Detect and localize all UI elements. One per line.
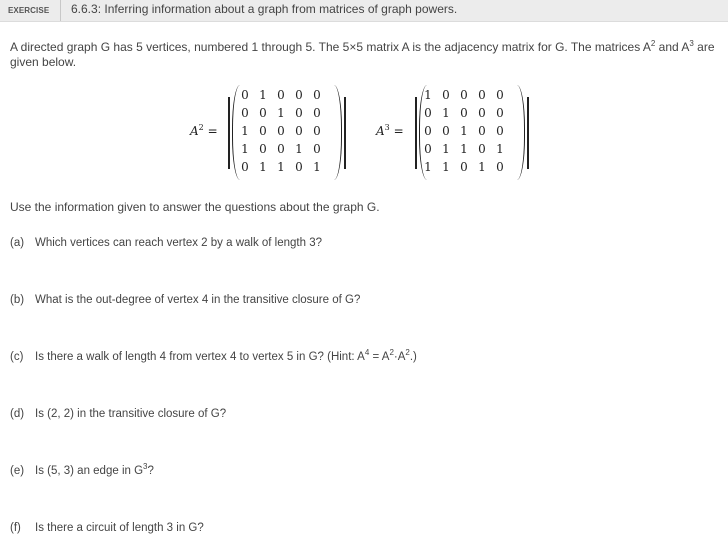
matrix-cell: 1: [295, 142, 303, 156]
question-text-mid: = A: [369, 351, 390, 363]
question-b: [10, 294, 360, 306]
intro-sup-2: 3: [689, 39, 694, 48]
question-text: Is (5, 3) an edge in G: [35, 465, 144, 477]
matrix-a2-base: A: [190, 124, 199, 138]
matrix-cell: 1: [259, 160, 267, 174]
matrix-cell: 1: [496, 142, 504, 156]
matrix-cell: 1: [442, 106, 450, 120]
matrix-cell: 0: [460, 106, 468, 120]
question-label: (f): [10, 522, 21, 534]
matrix-cell: 1: [241, 142, 249, 156]
matrix-cell: 0: [424, 142, 432, 156]
question-text-end: ?: [147, 465, 154, 477]
question-f: [10, 522, 204, 534]
matrix-cell: 0: [295, 124, 303, 138]
exercise-title: 6.6.3: Inferring information about a graph from matrices of graph powers.: [71, 2, 458, 16]
question-label: (d): [10, 408, 25, 420]
matrix-cell: 0: [460, 160, 468, 174]
matrix-cell: 0: [442, 124, 450, 138]
matrix-a2-grid: [236, 86, 326, 176]
matrix-cell: 0: [241, 88, 249, 102]
question-text: Which vertices can reach vertex 2 by a walk of length 3?: [35, 237, 323, 249]
matrix-cell: 0: [259, 142, 267, 156]
question-d: [10, 408, 226, 420]
matrix-cell: 1: [460, 124, 468, 138]
matrix-cell: 1: [277, 160, 285, 174]
matrix-cell: 0: [460, 88, 468, 102]
question-label: (e): [10, 465, 25, 477]
intro-sup-1: 2: [650, 39, 656, 48]
matrix-cell: 0: [313, 142, 321, 156]
matrix-cell: 0: [496, 88, 504, 102]
matrix-cell: 0: [277, 124, 285, 138]
question-sup: 3: [143, 462, 148, 471]
intro-part-1: A directed graph G has 5 vertices, numbered 1 through 5. The 5×5 matrix A is the adjacency matrix for G. The matrices A: [10, 40, 651, 54]
matrix-cell: 0: [424, 106, 432, 120]
matrix-cell: 0: [478, 124, 486, 138]
matrix-cell: 0: [424, 124, 432, 138]
question-label: (b): [10, 294, 25, 306]
question-e: [10, 462, 154, 477]
question-sup: 4: [364, 348, 370, 357]
matrix-cell: 1: [259, 88, 267, 102]
question-sup: 2: [389, 348, 394, 357]
question-text: Is (2, 2) in the transitive closure of G?: [35, 408, 227, 420]
question-a: [10, 237, 322, 249]
matrix-cell: 0: [478, 142, 486, 156]
matrix-cell: 0: [313, 124, 321, 138]
matrix-cell: 1: [424, 88, 432, 102]
question-label: (c): [10, 351, 24, 363]
matrix-cell: 0: [313, 106, 321, 120]
matrix-cell: 1: [442, 160, 450, 174]
question-text: What is the out-degree of vertex 4 in the transitive closure of G?: [35, 294, 361, 306]
matrix-cell: 0: [241, 106, 249, 120]
question-text: Is there a circuit of length 3 in G?: [35, 522, 204, 534]
matrix-cell: 1: [478, 160, 486, 174]
matrix-a3-base: A: [376, 124, 385, 138]
question-text-mid: ·A: [393, 351, 406, 363]
matrix-cell: 0: [259, 106, 267, 120]
matrix-cell: 0: [478, 88, 486, 102]
matrix-a3-right-paren: [517, 85, 525, 180]
matrix-cell: 1: [241, 124, 249, 138]
matrix-cell: 0: [295, 88, 303, 102]
matrix-cell: 0: [241, 160, 249, 174]
matrix-cell: 0: [442, 88, 450, 102]
matrix-cell: 0: [478, 106, 486, 120]
exercise-badge: EXERCISE: [0, 0, 61, 21]
matrix-cell: 1: [460, 142, 468, 156]
matrix-a3-grid: [419, 86, 509, 176]
matrix-cell: 0: [277, 88, 285, 102]
matrix-cell: 0: [496, 124, 504, 138]
question-label: (a): [10, 237, 25, 249]
question-text: Is there a walk of length 4 from vertex 4 to vertex 5 in G? (Hint: A: [35, 351, 365, 363]
matrix-cell: 0: [496, 106, 504, 120]
intro-part-3: are given below.: [10, 40, 715, 69]
matrix-a3-label: [376, 124, 404, 138]
matrix-a3-exp: 3: [384, 123, 390, 132]
matrix-a3-right-bar: [527, 97, 529, 169]
matrix-a2-label: [190, 124, 218, 138]
matrix-cell: 0: [496, 160, 504, 174]
matrix-a2-eq: =: [207, 124, 218, 138]
question-c: [10, 348, 417, 363]
matrix-cell: 1: [313, 160, 321, 174]
intro-text: [10, 40, 715, 70]
matrix-cell: 0: [277, 142, 285, 156]
exercise-header: [0, 0, 728, 22]
matrix-cell: 0: [295, 106, 303, 120]
matrix-cell: 0: [259, 124, 267, 138]
matrix-a2-exp: 2: [198, 123, 204, 132]
matrix-a3-left-bar: [415, 97, 417, 169]
matrix-a2-right-bar: [344, 97, 346, 169]
matrix-cell: 1: [277, 106, 285, 120]
matrix-a3-eq: =: [393, 124, 404, 138]
matrix-cell: 1: [424, 160, 432, 174]
matrix-cell: 1: [442, 142, 450, 156]
matrix-a2-right-paren: [334, 85, 342, 180]
matrix-a2-left-bar: [228, 97, 230, 169]
intro-part-2: and A: [655, 40, 690, 54]
question-text-end: .): [409, 351, 417, 363]
matrix-cell: 0: [295, 160, 303, 174]
instructions-text: Use the information given to answer the questions about the graph G.: [10, 200, 380, 214]
matrix-cell: 0: [313, 88, 321, 102]
question-sup: 2: [405, 348, 410, 357]
